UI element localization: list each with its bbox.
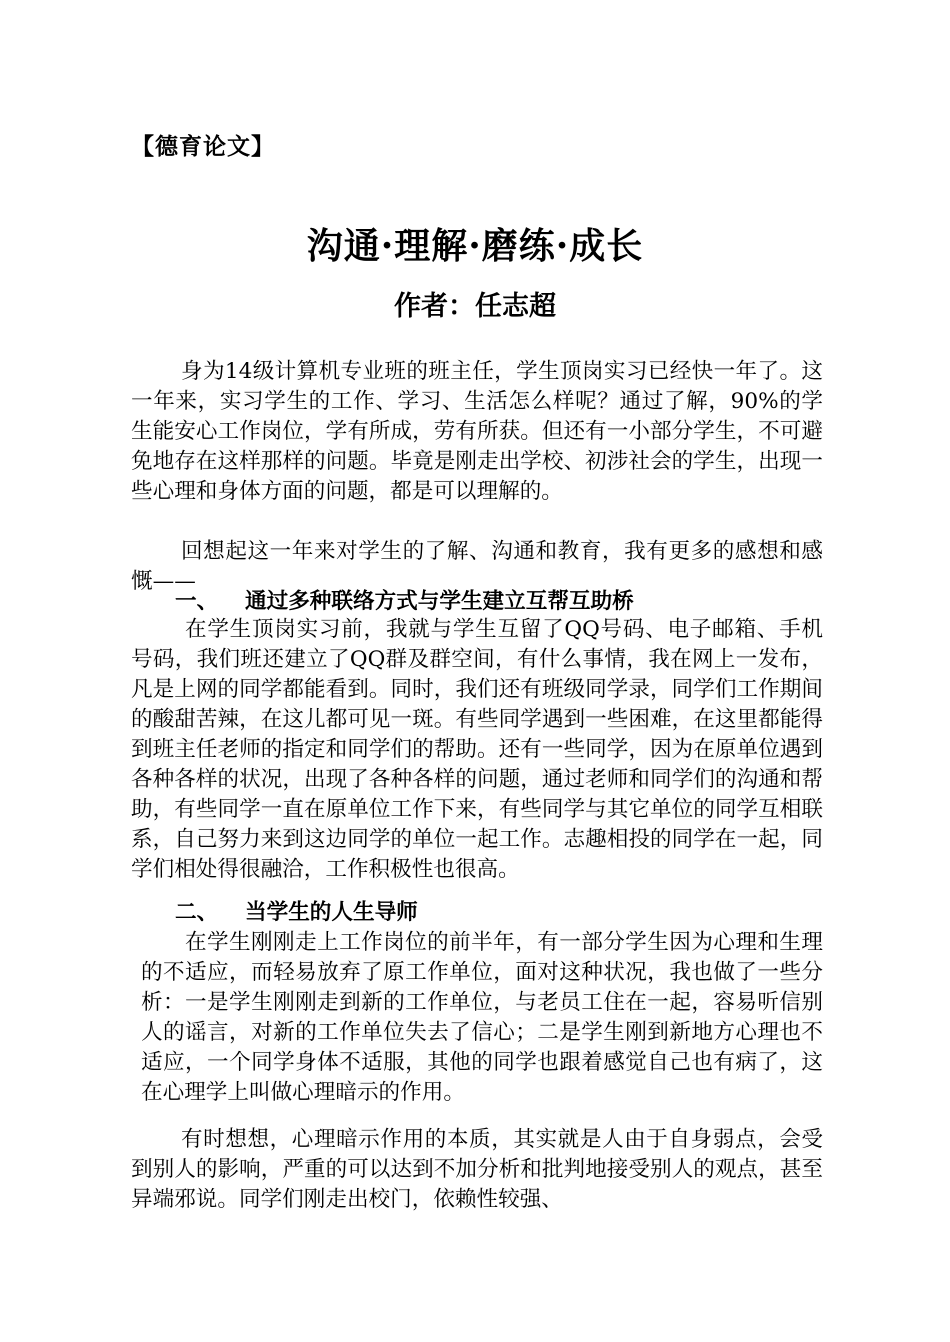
section-number-1: 一、 — [175, 589, 219, 614]
paragraph-psychology: 有时想想，心理暗示作用的本质，其实就是人由于自身弱点，会受到别人的影响，严重的可以达到不加分析和批判地接受别人的观点，甚至异端邪说。同学们刚走出校门，依赖性较强、 — [131, 1127, 823, 1212]
paragraph-section-1: 在学生顶岗实习前，我就与学生互留了QQ号码、电子邮箱、手机号码，我们班还建立了QQ群及群空间，有什么事情，我在网上一发布，凡是上网的同学都能看到。同时，我们还有班级同学录，同学们工作期间的酸甜苦辣，在这儿都可见一斑。有些同学遇到一些困难，在这里都能得到班主任老师的指定和同学们的帮助。还有一些同学，因为在原单位遇到各种各样的状况，出现了各种各样的问题，通过老师和同学们的沟通和帮助，有些同学一直在原单位工作下来，有些同学与其它单位的同学互相联系，自己努力来到这边同学的单位一起工作。志趣相投的同学在一起，同学们相处得很融洽，工作积极性也很高。 — [131, 617, 823, 882]
paragraph-section-2: 在学生刚刚走上工作岗位的前半年，有一部分学生因为心理和生理的不适应，而轻易放弃了原工作单位，面对这种状况，我也做了一些分析：一是学生刚刚走到新的工作单位，与老员工住在一起，容易听信别人的谣言，对新的工作单位失去了信心；二是学生刚到新地方心理也不适应，一个同学身体不适服，其他的同学也跟着感觉自己也有病了，这在心理学上叫做心理暗示的作用。 — [141, 930, 823, 1105]
paragraph-intro: 身为14级计算机专业班的班主任，学生顶岗实习已经快一年了。这一年来，实习学生的工作、学习、生活怎么样呢？通过了解，90%的学生能安心工作岗位，学有所成，劳有所获。但还有一小部分学生，不可避免地存在这样那样的问题。毕竟是刚走出学校、初涉社会的学生，出现一些心理和身体方面的问题，都是可以理解的。 — [131, 359, 823, 504]
section-number-2: 二、 — [175, 900, 219, 925]
section-heading-1 — [175, 587, 634, 617]
section-heading-2 — [175, 898, 418, 928]
section-title-2: 当学生的人生导师 — [245, 900, 418, 925]
section-title-1: 通过多种联络方式与学生建立互帮互助桥 — [245, 589, 634, 614]
article-title: 沟通·理解·磨练·成长 — [306, 225, 644, 267]
article-category: 【德育论文】 — [131, 134, 275, 160]
paragraph-reflection: 回想起这一年来对学生的了解、沟通和教育，我有更多的感想和感慨—— — [131, 539, 823, 594]
article-author: 作者：任志超 — [394, 291, 556, 322]
